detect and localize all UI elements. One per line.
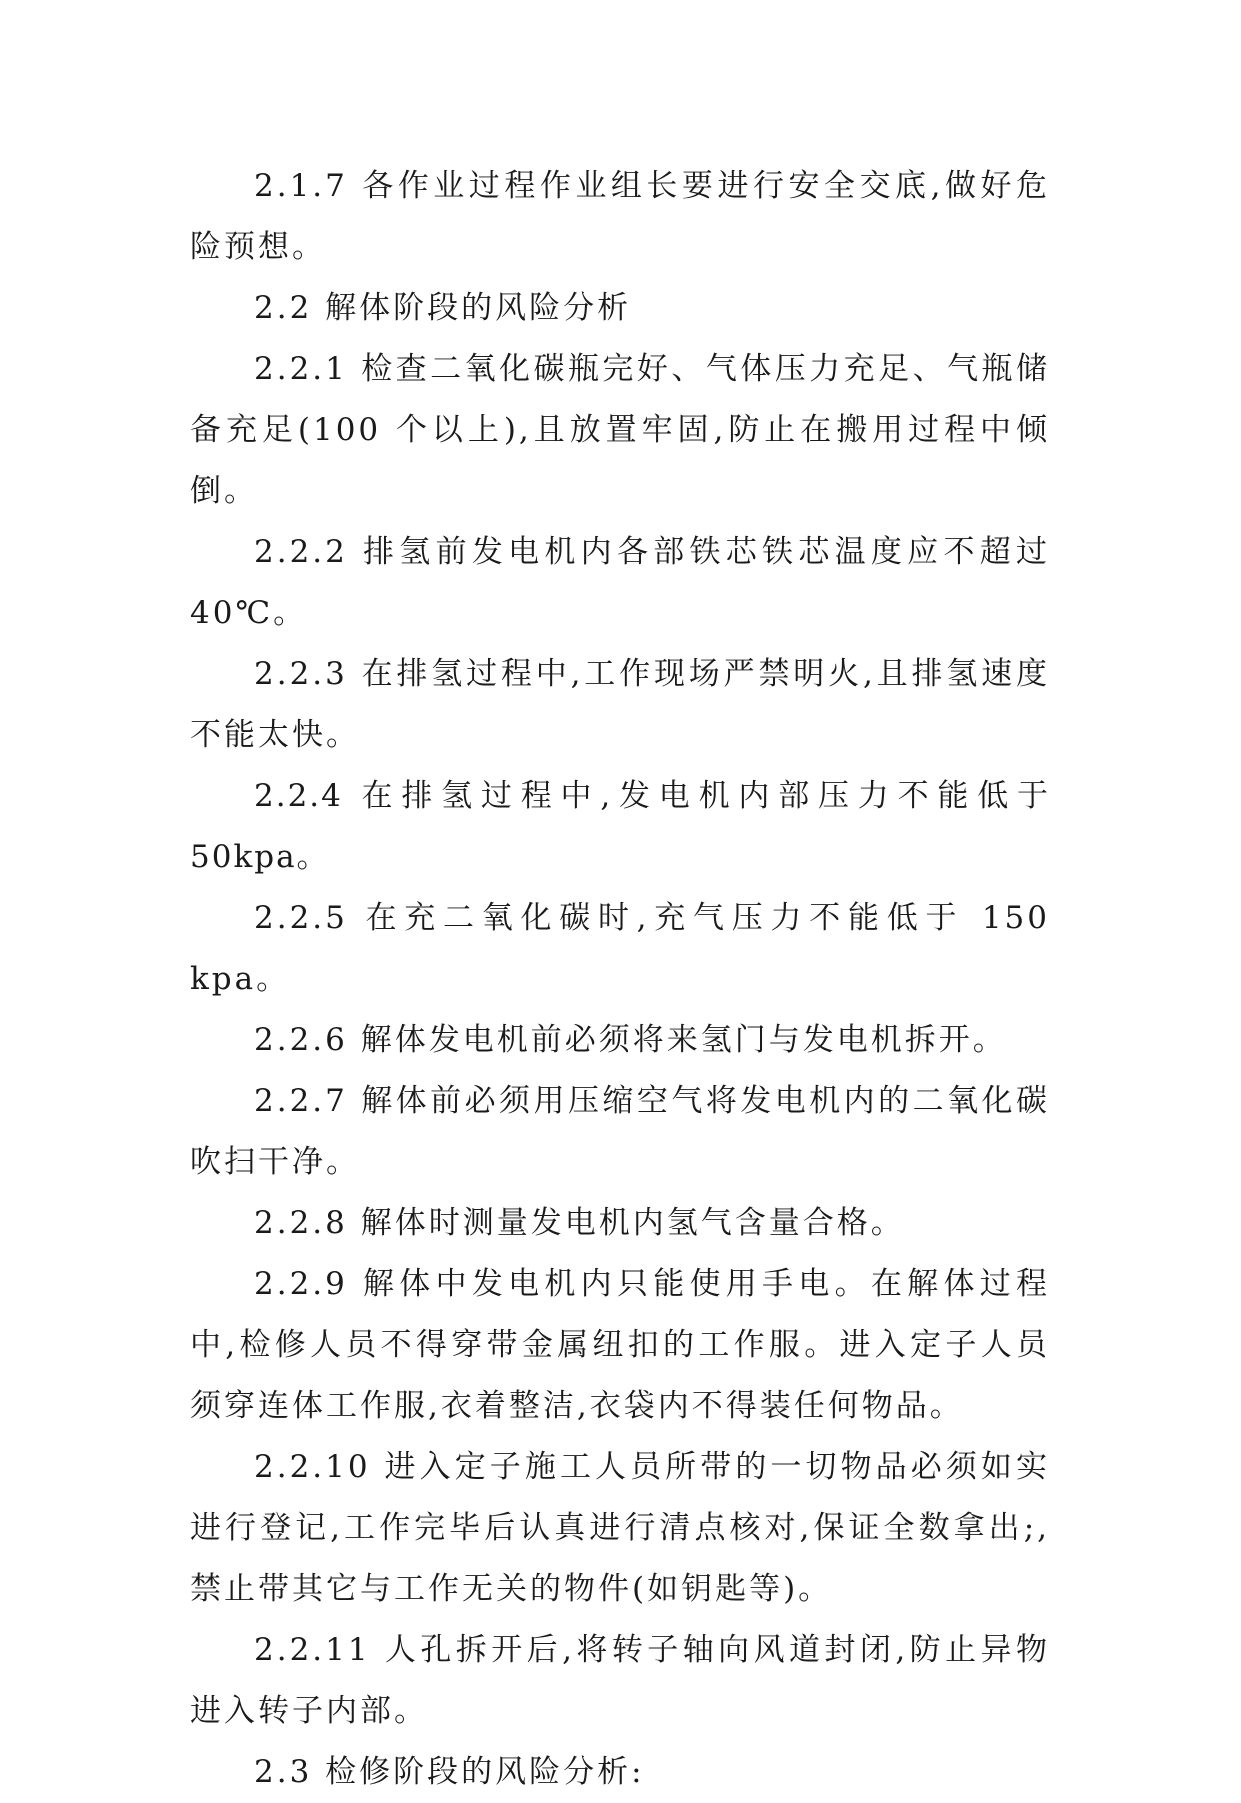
paragraph-2-2-4: 2.2.4 在排氢过程中,发电机内部压力不能低于 50kpa。 bbox=[190, 778, 1050, 875]
paragraph-2-2-8: 2.2.8 解体时测量发电机内氢气含量合格。 bbox=[254, 1205, 905, 1241]
paragraph-2-2-9: 2.2.9 解体中发电机内只能使用手电。在解体过程中,检修人员不得穿带金属纽扣的工作服。进入定子人员须穿连体工作服,衣着整洁,衣袋内不得装任何物品。 bbox=[190, 1266, 1050, 1424]
paragraph-2-2-1: 2.2.1 检查二氧化碳瓶完好、气体压力充足、气瓶储备充足(100 个以上),且放置牢固,防止在搬用过程中倾倒。 bbox=[190, 351, 1050, 509]
paragraph-2-2-6: 2.2.6 解体发电机前必须将来氢门与发电机拆开。 bbox=[254, 1022, 1007, 1058]
paragraph-2-1-7: 2.1.7 各作业过程作业组长要进行安全交底,做好危险预想。 bbox=[190, 168, 1050, 265]
paragraph-2-2-11: 2.2.11 人孔拆开后,将转子轴向风道封闭,防止异物进入转子内部。 bbox=[190, 1632, 1050, 1729]
document-body bbox=[190, 156, 1050, 1803]
paragraph-2-2-7: 2.2.7 解体前必须用压缩空气将发电机内的二氧化碳吹扫干净。 bbox=[190, 1083, 1050, 1180]
paragraph-2-2-5: 2.2.5 在充二氧化碳时,充气压力不能低于 150 kpa。 bbox=[190, 900, 1050, 997]
heading-2-2: 2.2 解体阶段的风险分析 bbox=[254, 290, 632, 326]
paragraph-2-2-2: 2.2.2 排氢前发电机内各部铁芯铁芯温度应不超过40℃。 bbox=[190, 534, 1050, 631]
paragraph-2-2-3: 2.2.3 在排氢过程中,工作现场严禁明火,且排氢速度不能太快。 bbox=[190, 656, 1050, 753]
heading-2-3: 2.3 检修阶段的风险分析: bbox=[254, 1754, 645, 1790]
paragraph-2-2-10: 2.2.10 进入定子施工人员所带的一切物品必须如实进行登记,工作完毕后认真进行清点核对,保证全数拿出;,禁止带其它与工作无关的物件(如钥匙等)。 bbox=[190, 1449, 1050, 1607]
